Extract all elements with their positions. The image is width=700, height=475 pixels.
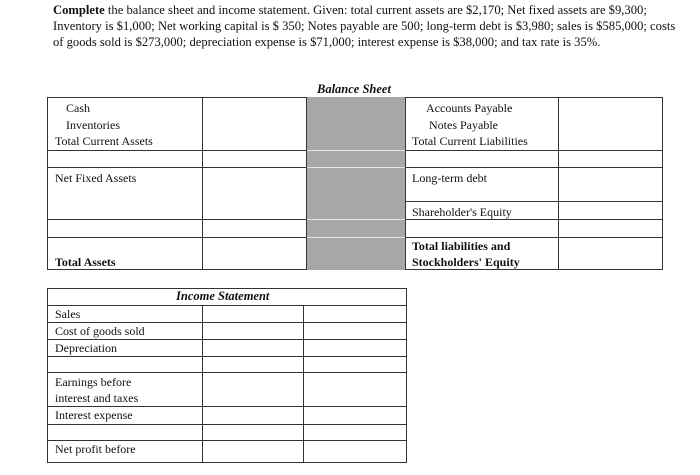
liability-label-accounts-payable: Accounts Payable — [426, 101, 513, 115]
gray-column — [306, 97, 405, 270]
income-statement-title: Income Statement — [176, 289, 270, 303]
liability-label-shareholders-equity: Shareholder's Equity — [412, 205, 512, 219]
income-label-ebit-2: interest and taxes — [55, 391, 139, 405]
liability-label-total-liabilities-1: Total liabilities and — [412, 239, 511, 253]
income-label-ebit-1: Earnings before — [55, 375, 132, 389]
liability-label-total-liabilities-2: Stockholders' Equity — [412, 255, 520, 269]
income-label-depreciation: Depreciation — [55, 341, 117, 355]
balance-sheet-title: Balance Sheet — [317, 82, 391, 96]
asset-label-net-fixed: Net Fixed Assets — [55, 171, 137, 185]
liability-label-long-term-debt: Long-term debt — [412, 171, 487, 185]
liability-label-notes-payable: Notes Payable — [429, 118, 498, 132]
asset-label-total-current: Total Current Assets — [55, 134, 153, 148]
income-label-interest: Interest expense — [55, 408, 133, 422]
asset-label-total-assets: Total Assets — [55, 255, 116, 269]
asset-label-cash: Cash — [66, 101, 90, 115]
question-text — [53, 2, 678, 51]
income-label-sales: Sales — [55, 307, 81, 321]
income-label-cogs: Cost of goods sold — [55, 324, 145, 338]
asset-label-inventories: Inventories — [66, 118, 120, 132]
income-label-net-profit-before: Net profit before — [55, 442, 136, 456]
liability-label-total-current: Total Current Liabilities — [412, 134, 528, 148]
question-body: the balance sheet and income statement. Given: total current assets are $2,170; Net fixed assets are $9,300; Inventory is $1,000; Net working capital is $ 350; Notes payable are 500; long-term debt is $3,980; sales is $585,000; costs of goods sold is $273,000; depreciation expense is $71,000; interest expense is $38,000; and tax rate is 35%. — [53, 3, 676, 50]
question-lead: Complete — [53, 3, 105, 17]
